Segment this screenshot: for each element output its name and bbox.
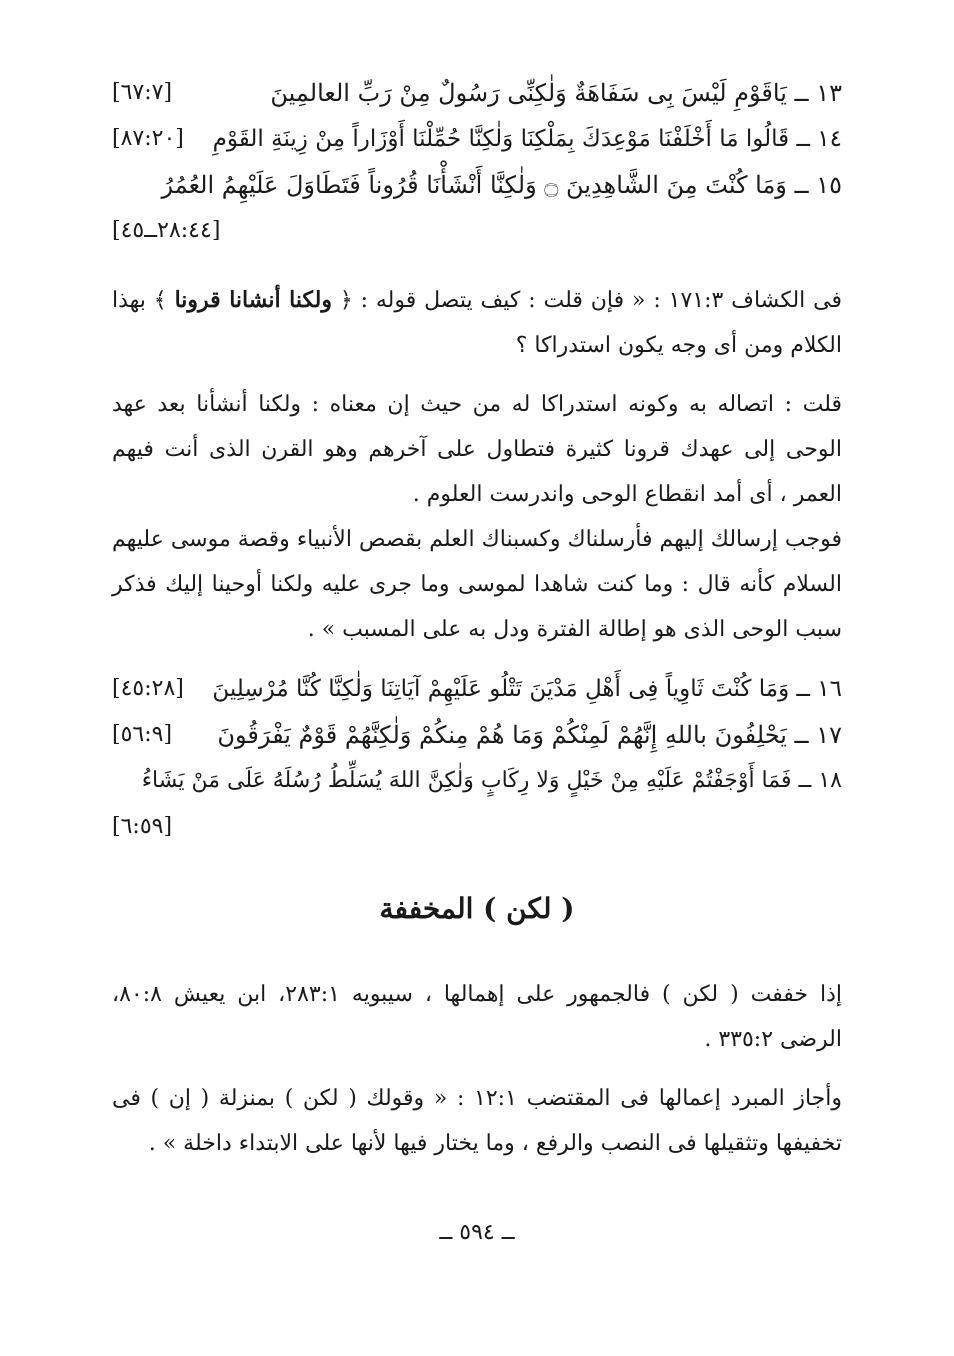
verse-18 <box>112 758 842 804</box>
verse-text: ١٣ ــ يَاقَوْمِ لَيْسَ بِى سَفَاهَةٌ وَلٰكِنِّى رَسُولٌ مِنْ رَبِّ العالمِينَ <box>270 79 842 107</box>
verse-reference: [٦٧:٧] <box>112 80 173 105</box>
verse-text: ١٦ ــ وَمَا كُنْتَ ثَاوِياً فِى أَهْلِ مَدْيَنَ تَتْلُو عَلَيْهِمْ آيَاتِنَا وَلٰكِنَّا كُنَّا مُرْسِلِينَ <box>212 676 842 702</box>
paragraph-1: إذا خففت ( لكن ) فالجمهور على إهمالها ، سيبويه ٢٨٣:١، ابن يعيش ٨٠:٨، الرضى ٣٣٥:٢ . <box>112 982 842 1052</box>
verse-reference: [٨٧:٢٠] <box>112 126 184 151</box>
kashshaf-intro: فى الكشاف ١٧١:٣ : « فإن قلت : كيف يتصل قوله : ﴿ <box>339 288 842 313</box>
section-heading: ( لكن ) المخففة <box>379 892 575 925</box>
verse-15 <box>112 162 842 208</box>
kashshaf-paragraph <box>112 278 842 368</box>
verse-15-reference: [٢٨:٤٤ــ٤٥] <box>112 218 221 243</box>
verse-reference: [٥٦:٩] <box>112 722 173 747</box>
paragraph-2: وأجاز المبرد إعمالها فى المقتضب ١٢:١ : « وقولك ( لكن ) بمنزلة ( إن ) فى تخفيفها وتثقيلها فى النصب والرفع ، وما يختار فيها لأنها على الابتداء داخلة » . <box>112 1086 843 1156</box>
kashshaf-outro: ﴾ بهذا الكلام ومن أى وجه يكون استدراكا ؟ <box>112 288 842 358</box>
verse-text: ١٧ ــ يَحْلِفُونَ باللهِ إِنَّهُمْ لَمِنْكُمْ وَمَا هُمْ مِنكُمْ وَلٰكِنَّهُمْ قَوْمٌ يَفْرَقُونَ <box>217 721 842 749</box>
verse-text: ١٥ ــ وَمَا كُنْتَ مِنَ الشَّاهِدِينَ ۝ وَلٰكِنَّا أَنْشَأْنَا قُرُوناً فَتَطَاوَلَ عَلَيْهِمُ العُمُرُ <box>161 171 842 199</box>
answer-paragraph: قلت : اتصاله به وكونه استدراكا له من حيث إن معناه : ولكنا أنشأنا بعد عهد الوحى إلى عهدك قرونا كثيرة فتطاول على آخرهم وهو القرن الذى أنت فيهم العمر ، أى أمد انقطاع الوحى واندرست العلوم . <box>112 392 842 507</box>
answer-continuation: فوجب إرسالك إليهم فأرسلناك وكسبناك العلم بقصص الأنبياء وقصة موسى عليهم السلام كأنه قال : وما كنت شاهدا لموسى وما جرى عليه ولكنا أوحينا إليك فذكر سبب الوحى الذى هو إطالة الفترة ودل به على المسبب » . <box>112 527 842 642</box>
verse-14 <box>112 116 842 162</box>
verse-text: ١٤ ــ قَالُوا مَا أَخْلَفْنَا مَوْعِدَكَ بِمَلْكِنَا وَلٰكِنَّا حُمِّلْنَا أَوْزَاراً مِنْ زِينَةِ القَوْمِ <box>212 126 842 152</box>
page-number: ــ ٥٩٤ ــ <box>439 1220 515 1245</box>
verse-18-reference: [٦:٥٩] <box>112 814 173 839</box>
verse-13 <box>112 70 842 116</box>
verse-17 <box>112 712 842 758</box>
verse-16 <box>112 666 842 712</box>
verse-reference: [٤٥:٢٨] <box>112 676 184 701</box>
kashshaf-quote: ولكنا أنشانا قرونا <box>174 287 332 313</box>
verse-text: ١٨ ــ فَمَا أَوْجَفْتُمْ عَلَيْهِ مِنْ خَيْلٍ وَلا رِكَابٍ وَلٰكِنَّ اللهَ يُسَلِّطُ رُسُلَهُ عَلَى مَنْ يَشَاءُ <box>141 768 842 793</box>
page-body <box>112 70 842 1166</box>
